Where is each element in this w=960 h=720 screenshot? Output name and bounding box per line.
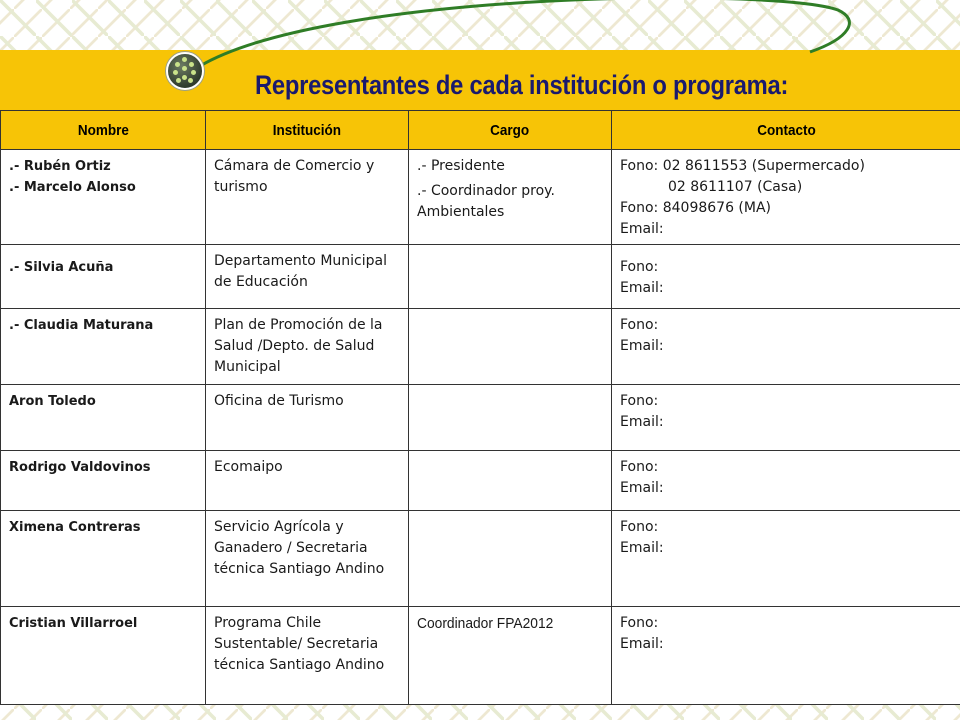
cell-nombre: .- Claudia Maturana (1, 309, 206, 385)
cell-contacto: Fono: Email: (612, 607, 960, 705)
table-row (1, 511, 960, 607)
cell-cargo (409, 309, 612, 385)
cell-nombre: Aron Toledo (1, 385, 206, 451)
cell-nombre: .- Silvia Acuña (1, 245, 206, 309)
cell-nombre: Ximena Contreras (1, 511, 206, 607)
cell-contacto: Fono: Email: (612, 245, 960, 309)
cell-institucion: Oficina de Turismo (206, 385, 409, 451)
cell-institucion: Ecomaipo (206, 451, 409, 511)
table-row (1, 385, 960, 451)
header-contacto: Contacto (612, 111, 960, 150)
representatives-table (0, 110, 960, 705)
cell-nombre: .- Rubén Ortiz .- Marcelo Alonso (1, 150, 206, 245)
cell-contacto: Fono: Email: (612, 511, 960, 607)
header-cargo: Cargo (409, 111, 612, 150)
cell-cargo (409, 511, 612, 607)
table-row (1, 245, 960, 309)
cell-institucion: Plan de Promoción de la Salud /Depto. de Salud Municipal (206, 309, 409, 385)
cell-institucion: Programa Chile Sustentable/ Secretaria técnica Santiago Andino (206, 607, 409, 705)
cell-nombre: Cristian Villarroel (1, 607, 206, 705)
cell-cargo: Coordinador FPA2012 (409, 607, 612, 705)
header-institucion: Institución (206, 111, 409, 150)
cell-institucion: Departamento Municipal de Educación (206, 245, 409, 309)
header-nombre: Nombre (1, 111, 206, 150)
swoosh-line (0, 0, 960, 120)
cell-cargo (409, 245, 612, 309)
cell-contacto: Fono: Email: (612, 309, 960, 385)
cell-institucion: Cámara de Comercio y turismo (206, 150, 409, 245)
table-row (1, 150, 960, 245)
logo-icon (166, 52, 204, 90)
cell-contacto: Fono: Email: (612, 451, 960, 511)
table-row (1, 451, 960, 511)
cell-cargo: .- Presidente .- Coordinador proy. Ambientales (409, 150, 612, 245)
table-header-row (1, 111, 960, 150)
table-row (1, 607, 960, 705)
table-row (1, 309, 960, 385)
page-title: Representantes de cada institución o programa: (255, 70, 789, 100)
cell-contacto: Fono: 02 8611553 (Supermercado) 02 8611107 (Casa) Fono: 84098676 (MA) Email: (612, 150, 960, 245)
cell-cargo (409, 451, 612, 511)
cell-cargo (409, 385, 612, 451)
cell-institucion: Servicio Agrícola y Ganadero / Secretaria técnica Santiago Andino (206, 511, 409, 607)
cell-nombre: Rodrigo Valdovinos (1, 451, 206, 511)
cell-contacto: Fono: Email: (612, 385, 960, 451)
